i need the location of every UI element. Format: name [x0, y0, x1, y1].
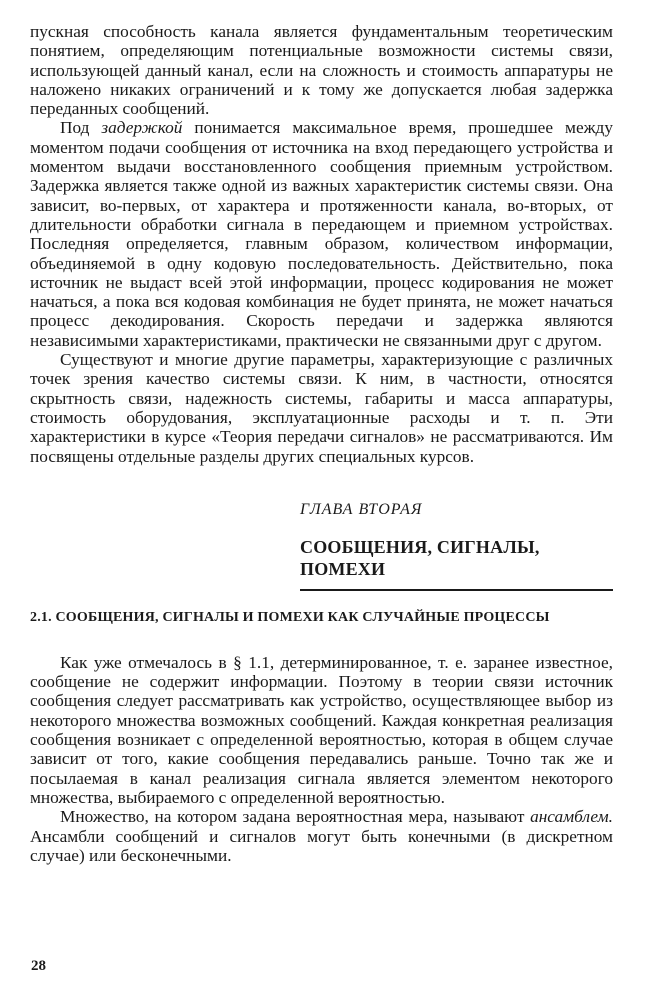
- chapter-title-line-2: ПОМЕХИ: [300, 558, 386, 579]
- intro-paragraph-1: пускная способность канала является фундаментальным теоретическим понятием, определяющим потенциальные возможности системы связи, использующей данный канал, если на сложность и стоимость аппаратуры не наложено никаких ограничений и к тому же допускается любая задержка переданных сообщений.: [30, 22, 613, 119]
- chapter-title-line-1: СООБЩЕНИЯ, СИГНАЛЫ,: [300, 536, 540, 557]
- page-number: 28: [31, 958, 46, 974]
- intro-paragraph-2-start: Под: [60, 118, 102, 138]
- section-heading: 2.1. СООБЩЕНИЯ, СИГНАЛЫ И ПОМЕХИ КАК СЛУЧАЙНЫЕ ПРОЦЕССЫ: [30, 609, 550, 625]
- intro-paragraph-3: Существуют и многие другие параметры, характеризующие с различных точек зрения качество системы связи. К ним, в частности, относятся скрытность связи, надежность системы, габариты и масса аппаратуры, стоимость оборудования, эксплуатационные расходы и т. п. Эти характеристики в курсе «Теория передачи сигналов» не рассматриваются. Им посвящены отдельные разделы других специальных курсов.: [30, 350, 613, 466]
- chapter-label: ГЛАВА ВТОРАЯ: [300, 500, 423, 518]
- section-paragraph-2-start: Множество, на котором задана вероятностная мера, называют: [60, 807, 531, 827]
- term-delay: задержкой: [101, 118, 183, 138]
- chapter-title: [300, 536, 613, 580]
- intro-paragraph-2: [30, 118, 613, 350]
- intro-paragraph-2-rest: понимается максимальное время, прошедшее между моментом подачи сообщения от источника на вход передающего устройства и моментом выдачи восстановленного сообщения приемным устройством. Задержка является также одной из важных характеристик системы связи. Она зависит, во-первых, от характера и протяженности канала, во-вторых, от длительности обработки сигнала в передающем и приемном устройствах. Последняя определяется, главным образом, количеством информации, объединяемой в одну кодовую последовательность. Действительно, пока источник не выдаст всей этой информации, процесс кодирования не может начаться, а пока вся кодовая комбинация не будет принята, не может начаться процесс декодирования. Скорость передачи и задержка являются независимыми характеристиками, практически не связанными друг с другом.: [30, 118, 613, 350]
- section-paragraph-2: [30, 807, 613, 865]
- term-ensemble: ансамблем.: [530, 807, 613, 827]
- section-paragraph-2-rest: Ансамбли сообщений и сигналов могут быть конечными (в дискретном случае) или бесконечными.: [30, 826, 613, 865]
- chapter-divider: [300, 589, 613, 591]
- section-paragraph-1: Как уже отмечалось в § 1.1, детерминированное, т. е. заранее известное, сообщение не содержит информации. Поэтому в теории связи источник сообщения следует рассматривать как устройство, осуществляющее выбор из некоторого множества возможных сообщений. Каждая конкретная реализация сообщения возникает с определенной вероятностью, которая в общем случае зависит от того, какие сообщения передавались раньше. Точно так же и посылаемая в канал реализация сигнала является элементом некоторого множества, выбираемого с определенной вероятностью.: [30, 652, 613, 807]
- book-page: [30, 22, 613, 865]
